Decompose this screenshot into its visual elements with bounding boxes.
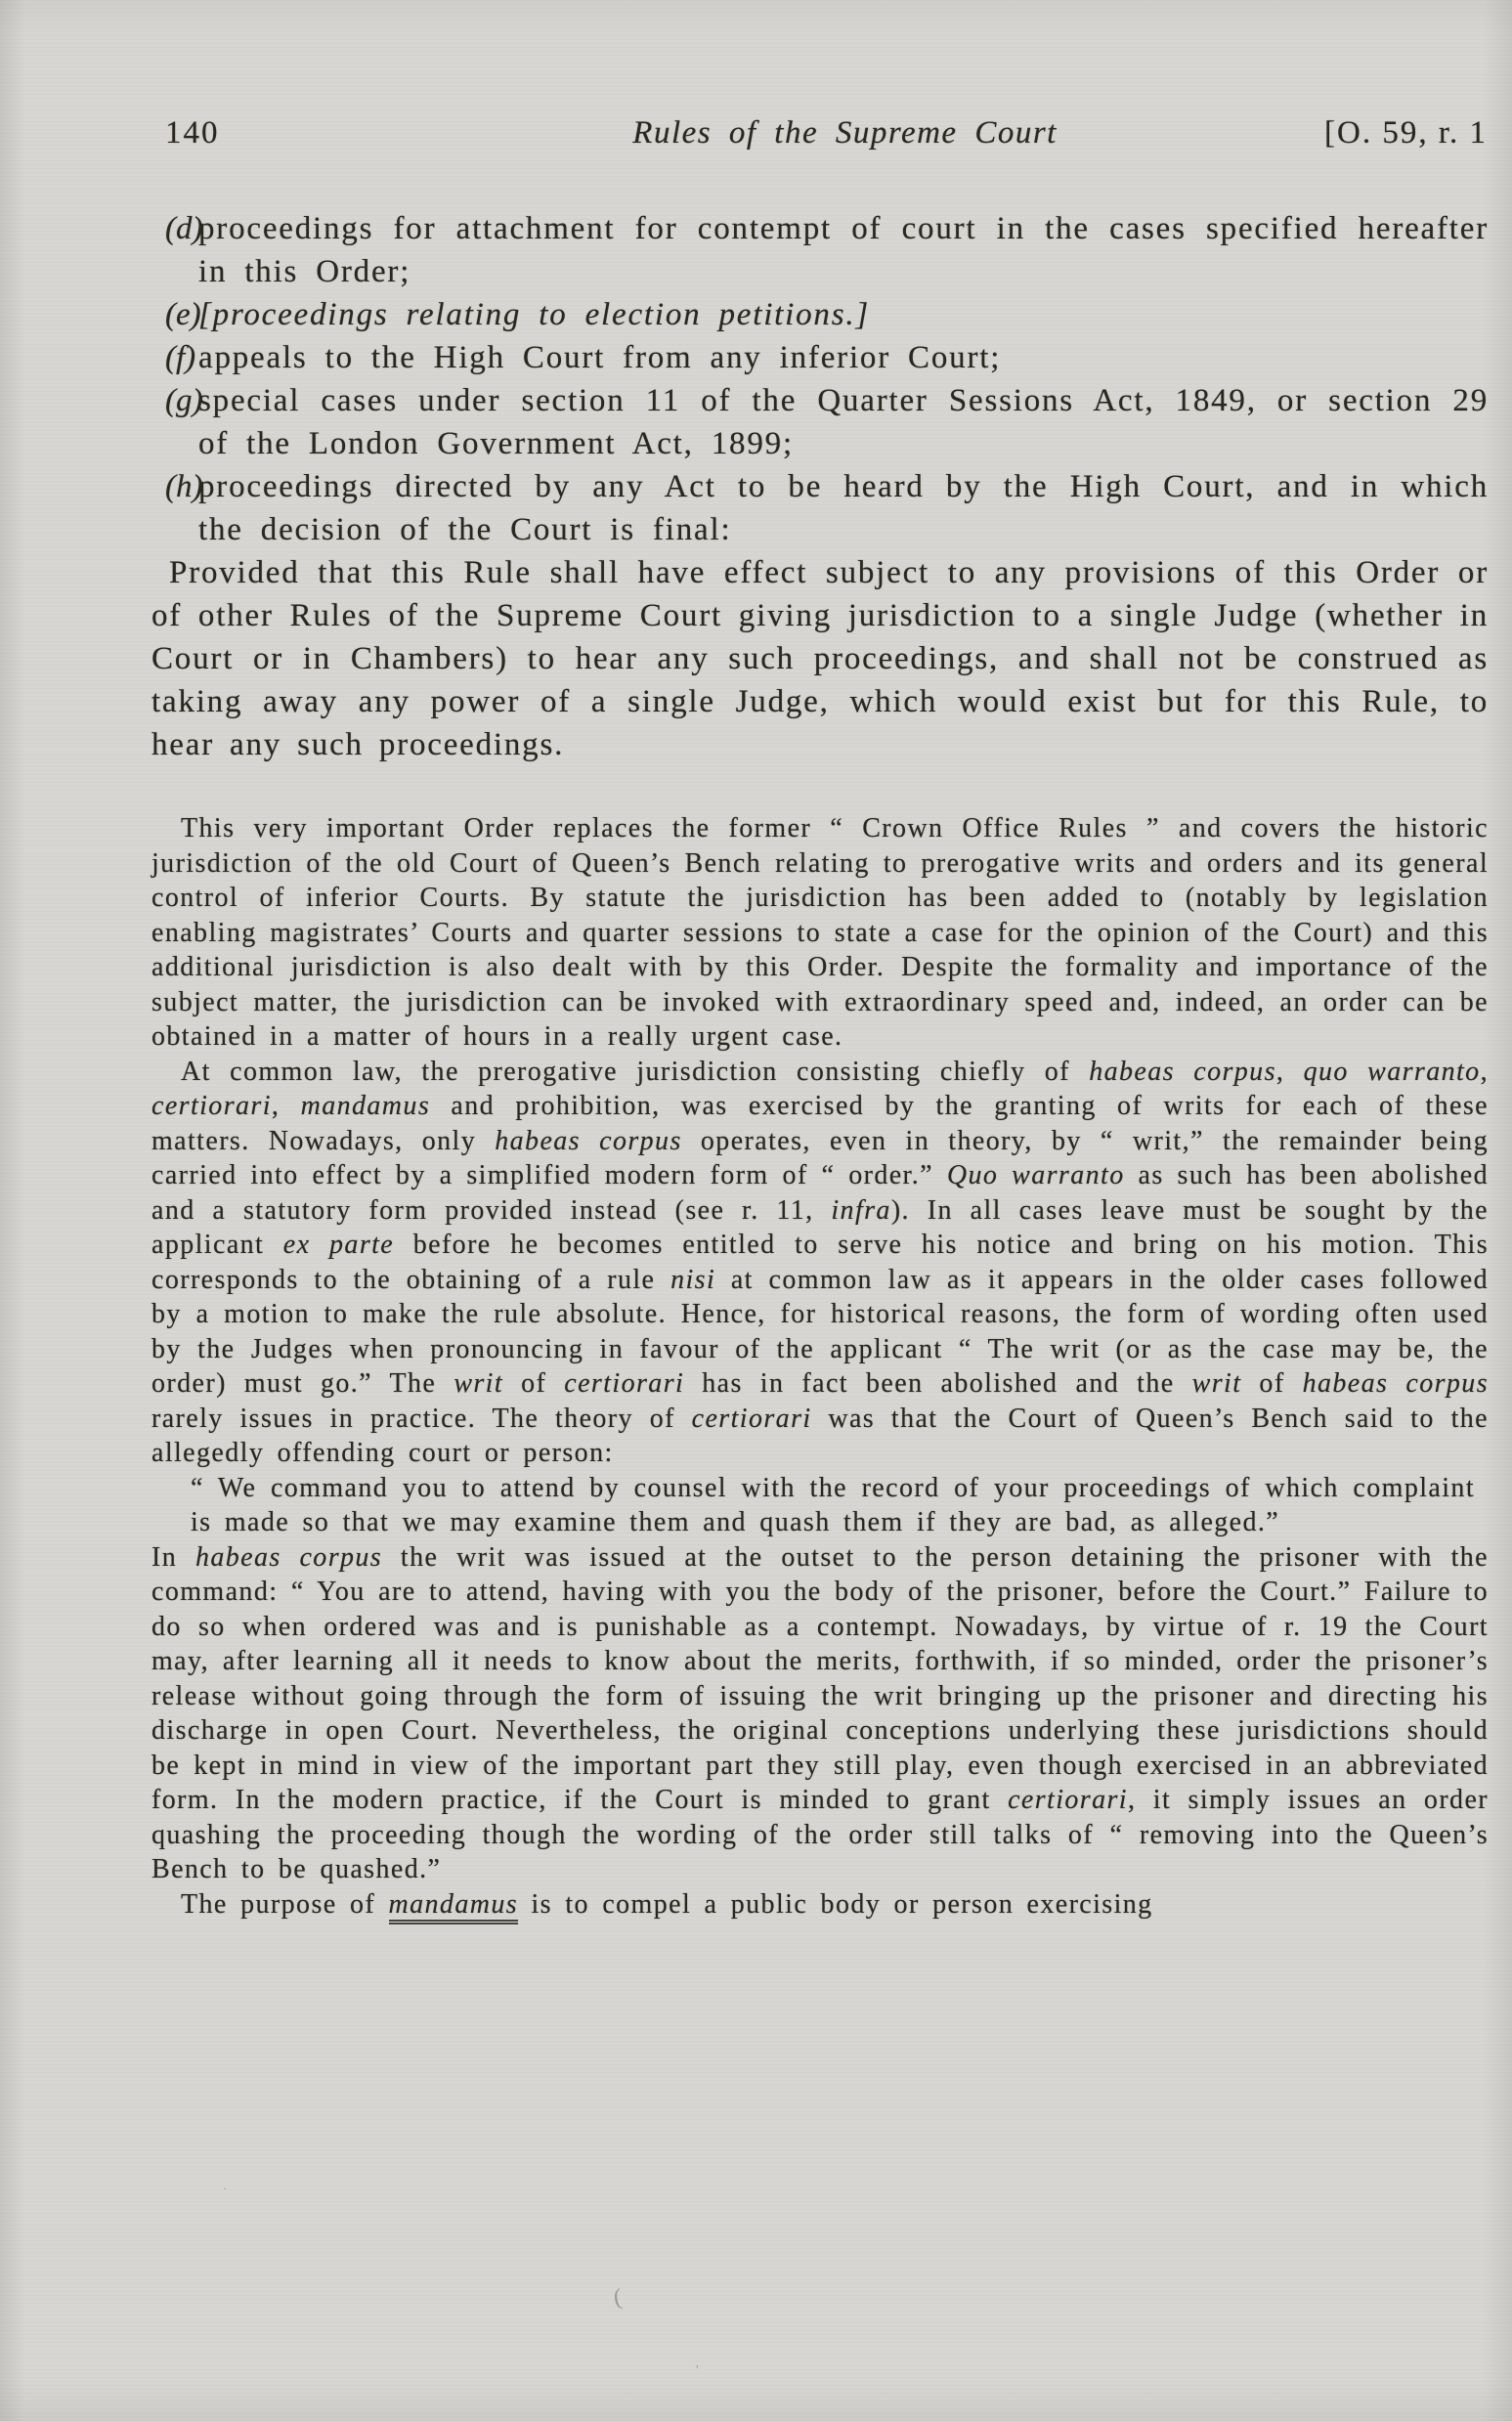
rule-item-label: (f) — [165, 340, 196, 375]
commentary-paragraph — [151, 1540, 1489, 1887]
commentary-section — [151, 811, 1489, 1922]
commentary-blockquote — [191, 1471, 1475, 1540]
underlined-term: mandamus — [389, 1889, 519, 1924]
italic-term: certiorari — [1008, 1785, 1128, 1815]
rule-item-label: (h) — [165, 469, 203, 504]
text-run: has in fact been abolished and the — [684, 1368, 1192, 1399]
scan-speck: ( — [612, 2284, 624, 2312]
italic-term: writ — [454, 1368, 504, 1399]
text-run: proceedings for attachment for contempt of court in the cases specified hereafter in this Order; — [198, 211, 1489, 289]
italic-term: habeas corpus — [1302, 1368, 1490, 1399]
italic-term: [proceedings relating to election petitions.] — [198, 297, 871, 332]
text-run: At common law, the prerogative jurisdiction consisting chiefly of — [181, 1056, 1090, 1087]
rule-item — [151, 207, 1489, 293]
rule-item — [151, 293, 1489, 336]
text-run: appeals to the High Court from any inferior Court; — [198, 340, 1002, 375]
text-run: rarely issues in practice. The theory of — [151, 1403, 692, 1434]
text-run: is to compel a public body or person exercising — [518, 1888, 1153, 1920]
text-run: Provided that this Rule shall have effect subject to any provisions of this Order or of other Rules of the Supreme Court giving jurisdiction to a single Judge (whether in Court or in Chambers) to hear any such proceedings, and shall not be construed as taking away any power of a single Judge, which would exist but for this Rule, to hear any such proceedings. — [151, 555, 1489, 762]
text-run: , — [1275, 1056, 1304, 1087]
commentary-paragraph — [151, 811, 1489, 1055]
text-run: at common law as it appears in the older cases followed by a motion to make the rule absolute. Hence, for historical reasons, the form of wording often used by the Judges when pronouncing in favour of the applicant “ The writ (or as the case may be, the order) must go.” The — [151, 1264, 1489, 1399]
italic-term: certiorari — [151, 1091, 272, 1121]
text-run: This very important Order replaces the former “ Crown Office Rules ” and covers the historic jurisdiction of the old Court of Queen’s Bench relating to prerogative writs and orders and its general control of inferior Courts. By statute the jurisdiction has been added to (notably by legislation enabling magistrates’ Courts and quarter sessions to state a case for the opinion of the Court) and this additional jurisdiction is also dealt with by this Order. Despite the formality and importance of the subject matter, the jurisdiction can be invoked with extraordinary speed and, indeed, an order can be obtained in a matter of hours in a really urgent case. — [151, 813, 1489, 1052]
running-title: Rules of the Supreme Court — [632, 115, 1058, 151]
proviso-paragraph — [151, 551, 1489, 766]
text-run: the writ was issued at the outset to the person detaining the prisoner with the command: “ You are to attend, having with you the body of the prisoner, before the Court.” Failure to do so when ordered was and is punishable as a contempt. Nowadays, by virtue of r. 19 the Court may, after learning all it needs to know about the merits, forthwith, if so minded, order the prisoner’s release without going through the form of issuing the writ bringing up the prisoner and directing his discharge in open Court. Nevertheless, the original conceptions underlying these jurisdictions should be kept in mind in view of the important part they still play, even though exercised in an abbreviated form. In the modern practice, if the Court is minded to grant — [151, 1541, 1490, 1815]
italic-term: Quo warranto — [946, 1160, 1125, 1190]
italic-term: writ — [1191, 1368, 1242, 1399]
text-run: before he becomes entitled to serve his notice and bring on his motion. This corresponds to the obtaining of a rule — [151, 1230, 1489, 1295]
text-run: and prohibition, was exercised by the granting of writs for each of these matters. Nowadays, only — [151, 1091, 1489, 1156]
commentary-paragraph — [151, 1887, 1489, 1923]
commentary-paragraph — [151, 1055, 1489, 1471]
rule-item-label: (e) — [165, 297, 201, 332]
text-run: ). In all cases leave must be sought by the applicant — [151, 1194, 1489, 1260]
order-rule-citation: [O. 59, r. 1 — [1324, 115, 1488, 151]
italic-term: nisi — [670, 1264, 716, 1295]
italic-term: infra — [831, 1194, 891, 1226]
italic-term: habeas corpus — [495, 1125, 682, 1156]
text-run: , — [1480, 1056, 1489, 1087]
text-run: The purpose of — [181, 1888, 389, 1920]
italic-term: habeas corpus — [194, 1541, 383, 1573]
scan-speck: · — [223, 2182, 227, 2195]
page-header — [151, 115, 1488, 162]
rule-item-label: (g) — [165, 383, 203, 418]
rule-item — [151, 379, 1489, 465]
italic-term: ex parte — [282, 1230, 395, 1260]
page-number: 140 — [165, 115, 220, 151]
text-run: of — [503, 1368, 565, 1399]
text-run: special cases under section 11 of the Quarter Sessions Act, 1849, or section 29 of the London Government Act, 1899; — [198, 383, 1489, 461]
rule-subsection-list — [151, 207, 1489, 551]
text-run: , — [271, 1091, 301, 1121]
italic-term: habeas corpus — [1089, 1056, 1276, 1087]
italic-term: mandamus — [300, 1091, 431, 1121]
text-run: “ We command you to attend by counsel with the record of your proceedings of which complaint is made so that we may examine them and quash them if they are bad, as alleged.” — [191, 1472, 1475, 1537]
page-content — [151, 207, 1489, 1922]
italic-term: quo warranto — [1303, 1056, 1481, 1087]
text-run: proceedings directed by any Act to be heard by the High Court, and in which the decision of the Court is final: — [198, 469, 1489, 547]
rule-item-label: (d) — [165, 211, 203, 246]
text-run: of — [1241, 1368, 1303, 1399]
text-run: , it simply issues an order quashing the proceeding though the wording of the order still talks of “ removing into the Queen’s Bench to be quashed.” — [151, 1785, 1489, 1884]
rule-item — [151, 465, 1489, 551]
text-run: operates, even in theory, by “ writ,” the remainder being carried into effect by a simplified modern form of “ order.” — [151, 1125, 1489, 1190]
rule-item — [151, 336, 1489, 379]
scan-speck: ' — [696, 2363, 699, 2378]
text-run: was that the Court of Queen’s Bench said to the allegedly offending court or person: — [151, 1403, 1489, 1468]
text-run: In — [151, 1541, 195, 1573]
text-run: as such has been abolished and a statutory form provided instead (see r. 11, — [151, 1160, 1489, 1226]
italic-term: certiorari — [564, 1368, 685, 1399]
italic-term: certiorari — [691, 1403, 812, 1434]
